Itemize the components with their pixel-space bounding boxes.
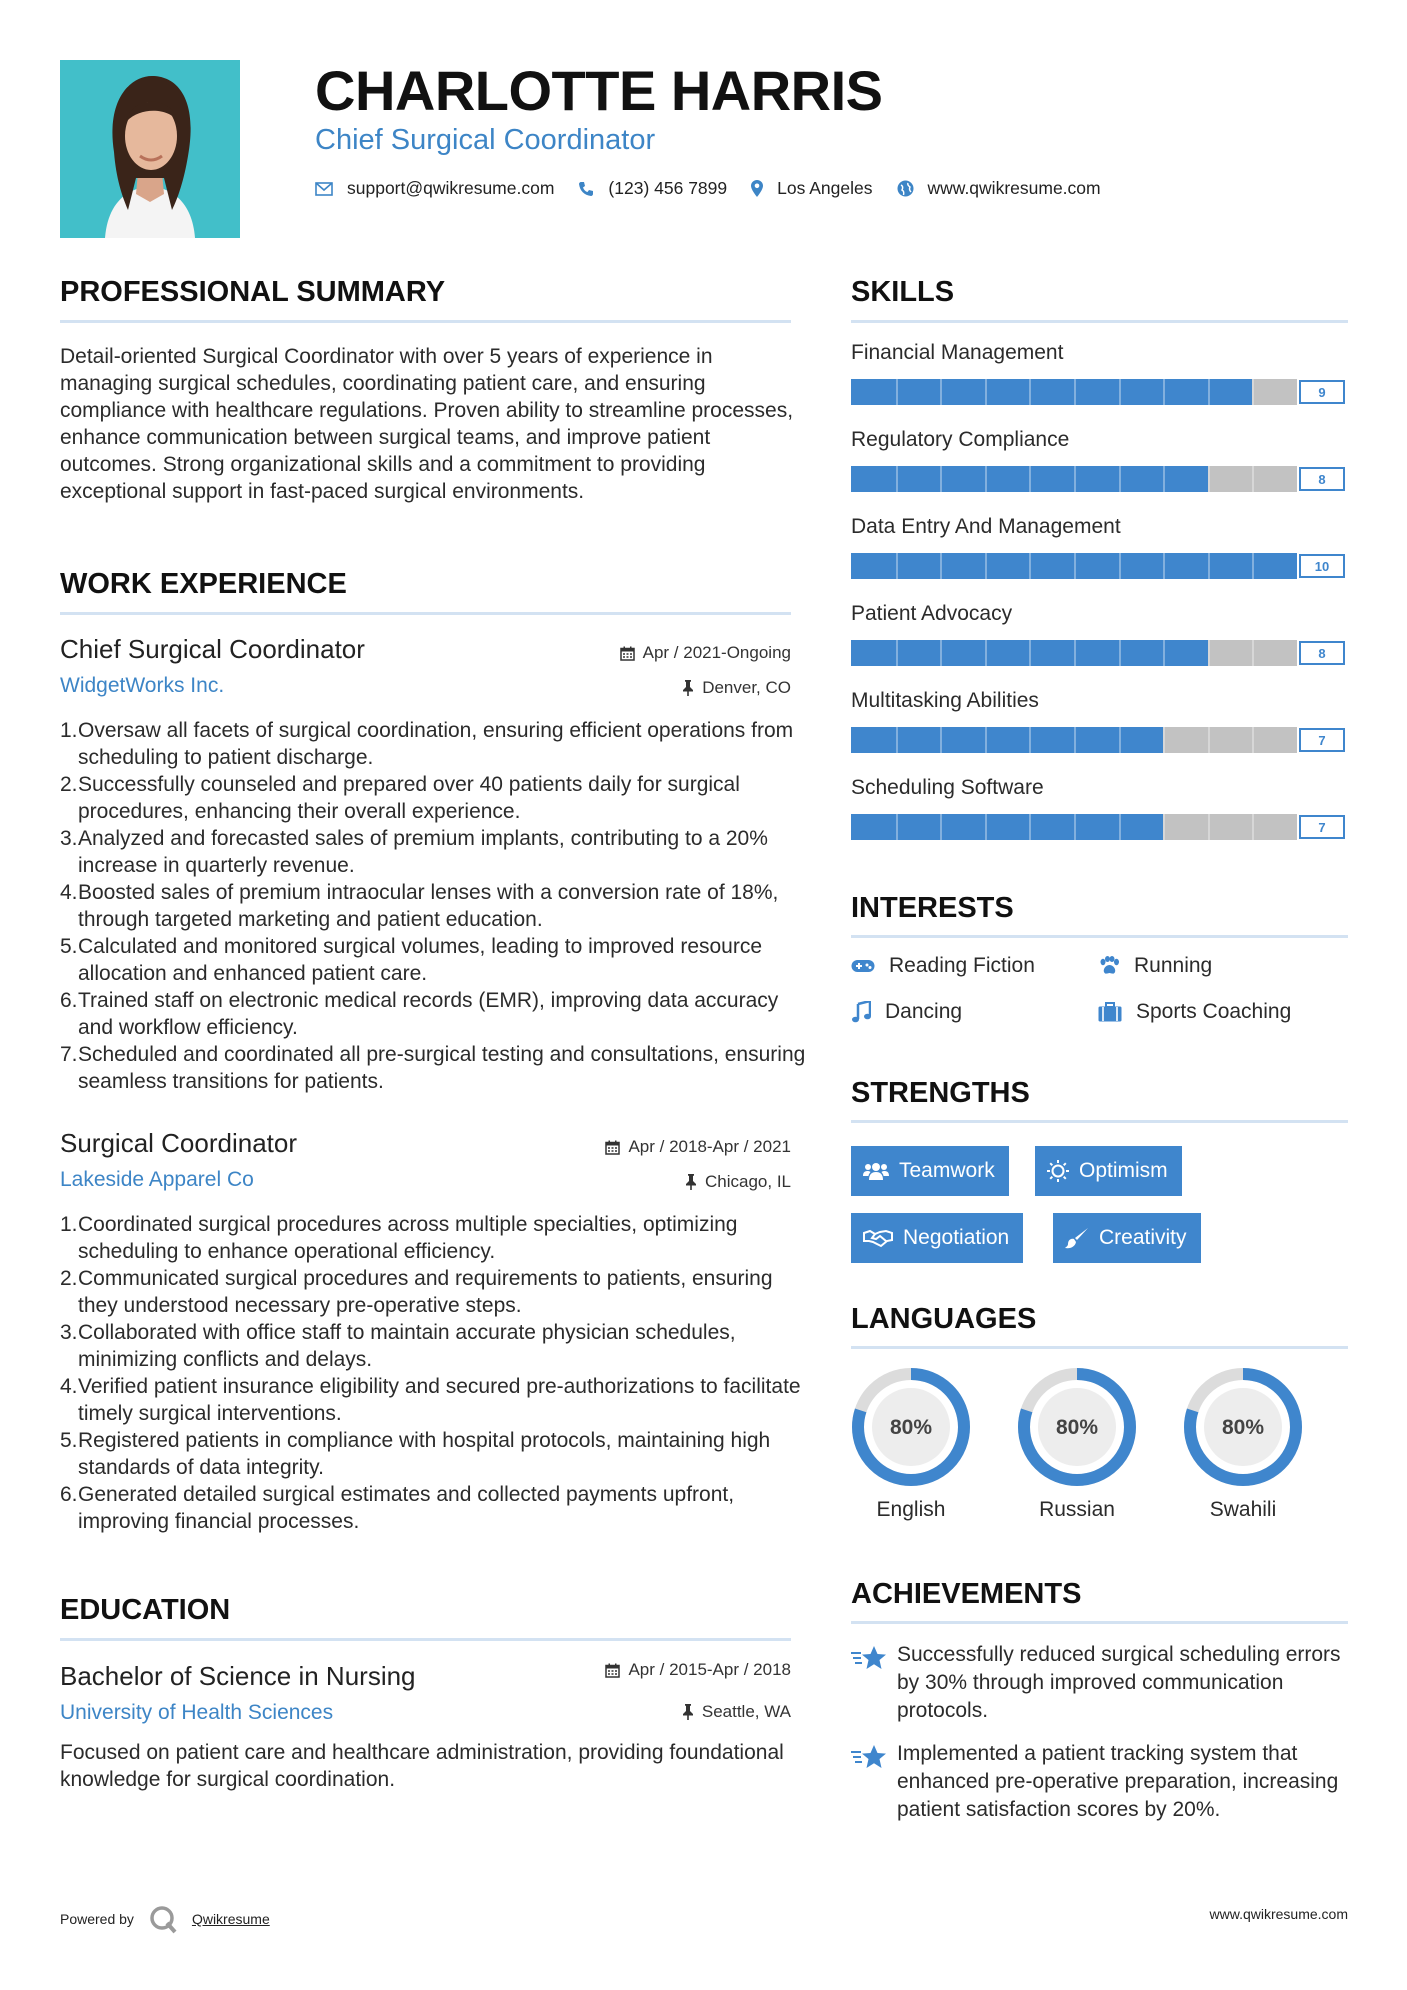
skill-bar-segment bbox=[940, 727, 942, 753]
skill-name: Scheduling Software bbox=[851, 776, 1044, 799]
skills-heading: SKILLS bbox=[851, 276, 955, 308]
skill-bar bbox=[851, 466, 1348, 492]
skill-bar-segment bbox=[1252, 466, 1254, 492]
strength-chip: Negotiation bbox=[851, 1213, 1023, 1263]
skill-bar-track bbox=[851, 640, 1297, 666]
pushpin-icon bbox=[682, 1704, 694, 1720]
skill-bar-segment bbox=[940, 379, 942, 405]
achievement-text: Implemented a patient tracking system that enhanced pre-operative preparation, increasing patient satisfaction scores by 20%. bbox=[897, 1742, 1339, 1821]
profile-photo bbox=[60, 60, 240, 238]
skill-bar-segment bbox=[1119, 814, 1121, 840]
list-item: 1. Oversaw all facets of surgical coordination, ensuring efficient operations from scheduling to patient discharge. bbox=[60, 719, 794, 769]
calendar-icon bbox=[605, 1663, 620, 1678]
education-heading: EDUCATION bbox=[60, 1594, 231, 1626]
skill-bar-segment bbox=[1074, 466, 1076, 492]
map-pin-icon bbox=[751, 180, 763, 197]
briefcase-icon bbox=[1098, 1002, 1122, 1022]
skill-bar-segment bbox=[985, 640, 987, 666]
languages-divider bbox=[851, 1346, 1348, 1349]
list-item: 5. Calculated and monitored surgical volumes, leading to improved resource allocation and enhanced patient care. bbox=[60, 935, 763, 985]
skill-bar-segment bbox=[1208, 814, 1210, 840]
skill-bar-segment bbox=[896, 640, 898, 666]
interest-item: Dancing bbox=[851, 1000, 962, 1024]
skill-bar-segment bbox=[1163, 553, 1165, 579]
handshake-icon bbox=[863, 1228, 893, 1248]
skill-bar bbox=[851, 553, 1348, 579]
skill-name: Financial Management bbox=[851, 341, 1064, 364]
contact-website[interactable] bbox=[897, 178, 1101, 199]
list-item: 4. Verified patient insurance eligibility and secured pre-authorizations to facilitate timely surgical interventions. bbox=[60, 1375, 801, 1425]
skill-score: 9 bbox=[1299, 380, 1345, 404]
job-location: Chicago, IL bbox=[685, 1172, 791, 1192]
portrait-image bbox=[60, 60, 240, 238]
summary-text: Detail-oriented Surgical Coordinator with over 5 years of experience in managing surgical schedules, coordinating patient care, and ensuring compliance with healthcare regulations. Proven ability to streamline processes, enhance communication between surgical teams, and improve patient outcomes. Strong organizational skills and a commitment to providing exceptional support in fast-paced surgical environments. bbox=[60, 345, 794, 503]
skill-bar-segment bbox=[1074, 553, 1076, 579]
language-percent: 80% bbox=[1055, 1416, 1099, 1439]
job-duties-list bbox=[60, 1211, 818, 1535]
interests-heading: INTERESTS bbox=[851, 892, 1014, 924]
calendar-icon bbox=[605, 1140, 620, 1155]
language-percent: 80% bbox=[1221, 1416, 1265, 1439]
skill-bar-segment bbox=[940, 814, 942, 840]
phone-text: (123) 456 7899 bbox=[608, 178, 728, 198]
language-item bbox=[849, 1365, 973, 1522]
strength-chip: Creativity bbox=[1053, 1213, 1201, 1263]
skill-bar-track bbox=[851, 553, 1297, 579]
skill-score: 10 bbox=[1299, 554, 1345, 578]
strength-chip: Optimism bbox=[1035, 1146, 1182, 1196]
footer-powered-by bbox=[60, 1904, 270, 1934]
skill-bar-segment bbox=[896, 466, 898, 492]
skill-bar-segment bbox=[1208, 466, 1210, 492]
candidate-role: Chief Surgical Coordinator bbox=[315, 124, 656, 156]
skill-bar-track bbox=[851, 466, 1297, 492]
list-item: 6. Generated detailed surgical estimates and collected payments upfront, improving financial processes. bbox=[60, 1483, 735, 1533]
gamepad-icon bbox=[851, 958, 875, 974]
skill-bar-segment bbox=[896, 727, 898, 753]
skill-bar-segment bbox=[1163, 640, 1165, 666]
skills-divider bbox=[851, 320, 1348, 323]
skill-bar-segment bbox=[1208, 553, 1210, 579]
skill-bar-segment bbox=[985, 814, 987, 840]
interest-item: Sports Coaching bbox=[1098, 1000, 1291, 1024]
skill-bar-segment bbox=[1252, 379, 1254, 405]
list-item: 2. Communicated surgical procedures and requirements to patients, ensuring they understood necessary pre-operative steps. bbox=[60, 1267, 773, 1317]
job-title: Chief Surgical Coordinator bbox=[60, 634, 365, 664]
skill-bar-segment bbox=[1074, 379, 1076, 405]
candidate-name: CHARLOTTE HARRIS bbox=[315, 59, 883, 122]
skill-bar-segment bbox=[1163, 727, 1165, 753]
skill-bar-segment bbox=[1252, 727, 1254, 753]
skill-bar bbox=[851, 640, 1348, 666]
skill-bar-segment bbox=[1029, 379, 1031, 405]
powered-by-label: Powered by bbox=[60, 1911, 134, 1927]
skill-name: Regulatory Compliance bbox=[851, 428, 1070, 451]
footer-website[interactable]: www.qwikresume.com bbox=[1209, 1906, 1348, 1922]
skill-item bbox=[851, 515, 1348, 602]
skill-name: Multitasking Abilities bbox=[851, 689, 1039, 712]
skill-item bbox=[851, 776, 1348, 863]
skill-bar-segment bbox=[896, 379, 898, 405]
language-item bbox=[1015, 1365, 1139, 1522]
envelope-icon bbox=[315, 182, 333, 196]
skill-bar-segment bbox=[940, 466, 942, 492]
language-item bbox=[1181, 1365, 1305, 1522]
pushpin-icon bbox=[682, 680, 694, 696]
skill-item bbox=[851, 602, 1348, 689]
skills-list bbox=[851, 341, 1348, 863]
skill-score: 7 bbox=[1299, 728, 1345, 752]
languages-heading: LANGUAGES bbox=[851, 1303, 1037, 1335]
language-name: Russian bbox=[1039, 1498, 1115, 1521]
paw-icon bbox=[1098, 956, 1120, 976]
skill-bar-segment bbox=[985, 379, 987, 405]
skill-bar-segment bbox=[1208, 379, 1210, 405]
music-note-icon bbox=[851, 1001, 871, 1023]
skill-bar-segment bbox=[1208, 727, 1210, 753]
skill-bar bbox=[851, 379, 1348, 405]
job-title: Surgical Coordinator bbox=[60, 1128, 298, 1158]
language-percent: 80% bbox=[889, 1416, 933, 1439]
job-duties-list bbox=[60, 717, 818, 1095]
skill-bar bbox=[851, 727, 1348, 753]
sun-icon bbox=[1047, 1160, 1069, 1182]
contact-email[interactable] bbox=[315, 178, 554, 199]
language-donut bbox=[849, 1365, 973, 1489]
skill-bar-fill bbox=[851, 379, 1252, 405]
list-item: 5. Registered patients in compliance with hospital protocols, maintaining high standards of data integrity. bbox=[60, 1429, 771, 1479]
list-item: 6. Trained staff on electronic medical records (EMR), improving data accuracy and workflow efficiency. bbox=[60, 989, 779, 1039]
skill-item bbox=[851, 341, 1348, 428]
skill-score: 8 bbox=[1299, 467, 1345, 491]
location-text: Los Angeles bbox=[777, 178, 873, 198]
skill-bar bbox=[851, 814, 1348, 840]
star-icon bbox=[851, 1645, 887, 1671]
skill-bar-segment bbox=[1252, 553, 1254, 579]
website-text: www.qwikresume.com bbox=[927, 178, 1101, 198]
skill-bar-fill bbox=[851, 727, 1163, 753]
skill-bar-segment bbox=[1029, 640, 1031, 666]
education-dates: Apr / 2015-Apr / 2018 bbox=[605, 1660, 791, 1680]
skill-bar-segment bbox=[1074, 640, 1076, 666]
skill-bar-segment bbox=[1119, 727, 1121, 753]
interest-item: Running bbox=[1098, 954, 1212, 978]
summary-heading: PROFESSIONAL SUMMARY bbox=[60, 276, 446, 308]
skill-bar-segment bbox=[1252, 814, 1254, 840]
skill-bar-segment bbox=[896, 814, 898, 840]
skill-score: 8 bbox=[1299, 641, 1345, 665]
list-item: 1. Coordinated surgical procedures across multiple specialties, optimizing scheduling to enhance operational efficiency. bbox=[60, 1213, 738, 1263]
contact-phone[interactable] bbox=[578, 178, 727, 199]
users-icon bbox=[863, 1161, 889, 1181]
strengths-heading: STRENGTHS bbox=[851, 1077, 1030, 1109]
job-dates: Apr / 2018-Apr / 2021 bbox=[605, 1137, 791, 1157]
interest-item: Reading Fiction bbox=[851, 954, 1035, 978]
job-company: Lakeside Apparel Co bbox=[60, 1168, 254, 1191]
list-item: 3. Analyzed and forecasted sales of premium implants, contributing to a 20% increase in quarterly revenue. bbox=[60, 827, 768, 877]
list-item: 4. Boosted sales of premium intraocular lenses with a conversion rate of 18%, through targeted marketing and patient education. bbox=[60, 881, 779, 931]
experience-divider bbox=[60, 612, 791, 615]
school-name: University of Health Sciences bbox=[60, 1701, 334, 1724]
skill-bar-segment bbox=[985, 553, 987, 579]
contact-location bbox=[751, 178, 872, 199]
language-donut bbox=[1181, 1365, 1305, 1489]
achievements-divider bbox=[851, 1621, 1348, 1624]
interests-divider bbox=[851, 935, 1348, 938]
skill-bar-segment bbox=[1163, 379, 1165, 405]
calendar-icon bbox=[620, 646, 635, 661]
skill-item bbox=[851, 689, 1348, 776]
skill-score: 7 bbox=[1299, 815, 1345, 839]
job-dates: Apr / 2021-Ongoing bbox=[620, 643, 791, 663]
pushpin-icon bbox=[685, 1174, 697, 1190]
education-divider bbox=[60, 1638, 791, 1641]
skill-item bbox=[851, 428, 1348, 515]
skill-bar-segment bbox=[896, 553, 898, 579]
skill-bar-track bbox=[851, 379, 1297, 405]
skill-bar-segment bbox=[1119, 379, 1121, 405]
experience-heading: WORK EXPERIENCE bbox=[60, 568, 347, 600]
skill-name: Patient Advocacy bbox=[851, 602, 1013, 625]
achievements-heading: ACHIEVEMENTS bbox=[851, 1578, 1082, 1610]
skill-bar-segment bbox=[1163, 814, 1165, 840]
skill-bar-segment bbox=[1029, 553, 1031, 579]
job-location: Denver, CO bbox=[682, 678, 791, 698]
strength-chip: Teamwork bbox=[851, 1146, 1009, 1196]
contact-bar bbox=[315, 178, 1125, 199]
qwikresume-logo-icon bbox=[148, 1904, 178, 1934]
skill-bar-segment bbox=[985, 466, 987, 492]
email-text: support@qwikresume.com bbox=[347, 178, 555, 198]
strengths-divider bbox=[851, 1120, 1348, 1123]
list-item: 7. Scheduled and coordinated all pre-surgical testing and consultations, ensuring seamless transitions for patients. bbox=[60, 1043, 806, 1093]
star-icon bbox=[851, 1744, 887, 1770]
degree-title: Bachelor of Science in Nursing bbox=[60, 1661, 416, 1691]
list-item: 2. Successfully counseled and prepared over 40 patients daily for surgical procedures, enhancing their overall experience. bbox=[60, 773, 740, 823]
language-donut bbox=[1015, 1365, 1139, 1489]
skill-bar-segment bbox=[1074, 814, 1076, 840]
summary-divider bbox=[60, 320, 791, 323]
skill-bar-segment bbox=[1163, 466, 1165, 492]
skill-name: Data Entry And Management bbox=[851, 515, 1121, 538]
skill-bar-segment bbox=[1252, 640, 1254, 666]
skill-bar-segment bbox=[1208, 640, 1210, 666]
achievement-text: Successfully reduced surgical scheduling errors by 30% through improved communication protocols. bbox=[897, 1643, 1341, 1722]
phone-icon bbox=[578, 181, 594, 197]
skill-bar-track bbox=[851, 814, 1297, 840]
skill-bar-segment bbox=[1074, 727, 1076, 753]
skill-bar-segment bbox=[1029, 466, 1031, 492]
achievement-item bbox=[851, 1641, 1348, 1725]
skill-bar-segment bbox=[985, 727, 987, 753]
brand-link[interactable]: Qwikresume bbox=[191, 1911, 270, 1927]
skill-bar-segment bbox=[940, 553, 942, 579]
language-name: Swahili bbox=[1209, 1498, 1277, 1521]
skill-bar-segment bbox=[940, 640, 942, 666]
skill-bar-fill bbox=[851, 814, 1163, 840]
skill-bar-track bbox=[851, 727, 1297, 753]
skill-bar-segment bbox=[1029, 814, 1031, 840]
paint-brush-icon bbox=[1065, 1227, 1089, 1249]
skill-bar-segment bbox=[1029, 727, 1031, 753]
skill-bar-segment bbox=[1119, 640, 1121, 666]
job-company: WidgetWorks Inc. bbox=[60, 674, 225, 697]
education-location: Seattle, WA bbox=[682, 1702, 791, 1722]
list-item: 3. Collaborated with office staff to maintain accurate physician schedules, minimizing conflicts and delays. bbox=[60, 1321, 736, 1371]
achievement-item bbox=[851, 1740, 1348, 1824]
globe-icon bbox=[897, 180, 914, 197]
skill-bar-segment bbox=[1119, 466, 1121, 492]
skill-bar-segment bbox=[1119, 553, 1121, 579]
education-text: Focused on patient care and healthcare administration, providing foundational knowledge for surgical coordination. bbox=[60, 1741, 784, 1791]
language-name: English bbox=[876, 1498, 946, 1521]
